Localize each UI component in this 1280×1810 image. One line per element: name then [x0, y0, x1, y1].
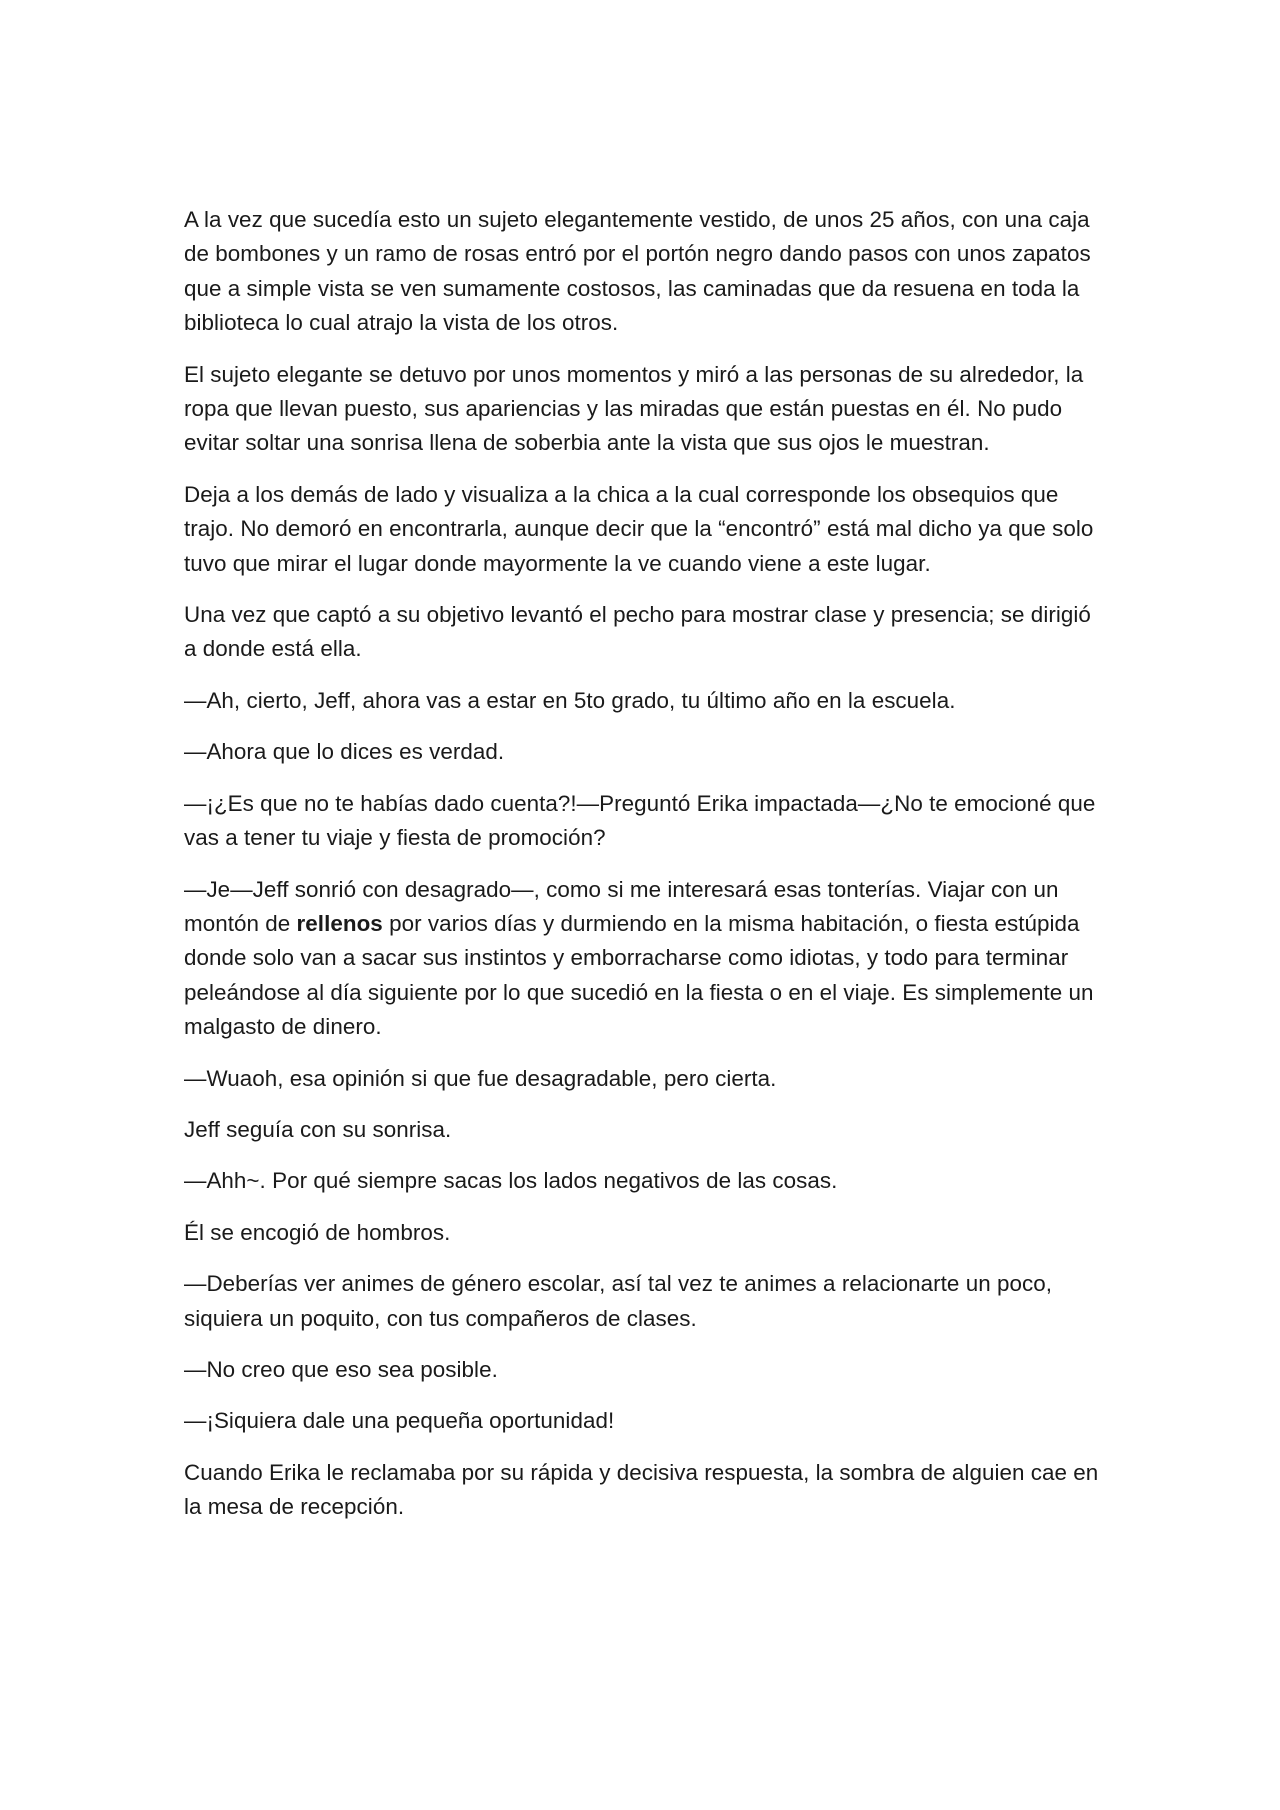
dialogue-line: —¡¿Es que no te habías dado cuenta?!—Preguntó Erika impactada—¿No te emocioné que vas a tener tu viaje y fiesta de promoción? [184, 790, 1096, 851]
dialogue-line: —Wuaoh, esa opinión si que fue desagradable, pero cierta. [184, 1065, 777, 1091]
paragraph: A la vez que sucedía esto un sujeto elegantemente vestido, de unos 25 años, con una caja de bombones y un ramo de rosas entró por el portón negro dando pasos con unos zapatos que a simple vista se ven sumamente costosos, las caminadas que da resuena en toda la biblioteca lo cual atrajo la vista de los otros. [184, 207, 1091, 336]
document-body [184, 203, 1104, 1542]
dialogue-text: —Je—Jeff sonrió con desagrado—, como si me interesará esas tonterías. Viajar con un montón de [184, 876, 1059, 936]
paragraph: Cuando Erika le reclamaba por su rápida y decisiva respuesta, la sombra de alguien cae en la mesa de recepción. [184, 1459, 1099, 1520]
dialogue-line: —¡Siquiera dale una pequeña oportunidad! [184, 1408, 615, 1434]
paragraph: El sujeto elegante se detuvo por unos momentos y miró a las personas de su alrededor, la ropa que llevan puesto, sus apariencias y las miradas que están puestas en él. No pudo evitar soltar una sonrisa llena de soberbia ante la vista que sus ojos le muestran. [184, 361, 1084, 456]
dialogue-text: por varios días y durmiendo en la misma habitación, o fiesta estúpida donde solo van a sacar sus instintos y emborracharse como idiotas, y todo para terminar peleándose al día siguiente por lo que sucedió en la fiesta o en el viaje. Es simplemente un malgasto de dinero. [184, 910, 1094, 1040]
dialogue-line: —Ahh~. Por qué siempre sacas los lados negativos de las cosas. [184, 1168, 838, 1194]
bold-word: rellenos [296, 910, 383, 936]
paragraph: Él se encogió de hombros. [184, 1219, 451, 1245]
paragraph: Deja a los demás de lado y visualiza a la chica a la cual corresponde los obsequios que trajo. No demoró en encontrarla, aunque decir que la “encontró” está mal dicho ya que solo tuvo que mirar el lugar donde mayormente la ve cuando viene a este lugar. [184, 481, 1094, 576]
paragraph: Una vez que captó a su objetivo levantó el pecho para mostrar clase y presencia; se dirigió a donde está ella. [184, 602, 1091, 662]
dialogue-line [184, 873, 1104, 1045]
dialogue-line: —Ahora que lo dices es verdad. [184, 739, 505, 765]
paragraph: Jeff seguía con su sonrisa. [184, 1116, 452, 1142]
dialogue-line: —Ah, cierto, Jeff, ahora vas a estar en 5to grado, tu último año en la escuela. [184, 687, 956, 713]
dialogue-line: —No creo que eso sea posible. [184, 1356, 498, 1382]
dialogue-line: —Deberías ver animes de género escolar, así tal vez te animes a relacionarte un poco, siquiera un poquito, con tus compañeros de clases. [184, 1271, 1052, 1331]
